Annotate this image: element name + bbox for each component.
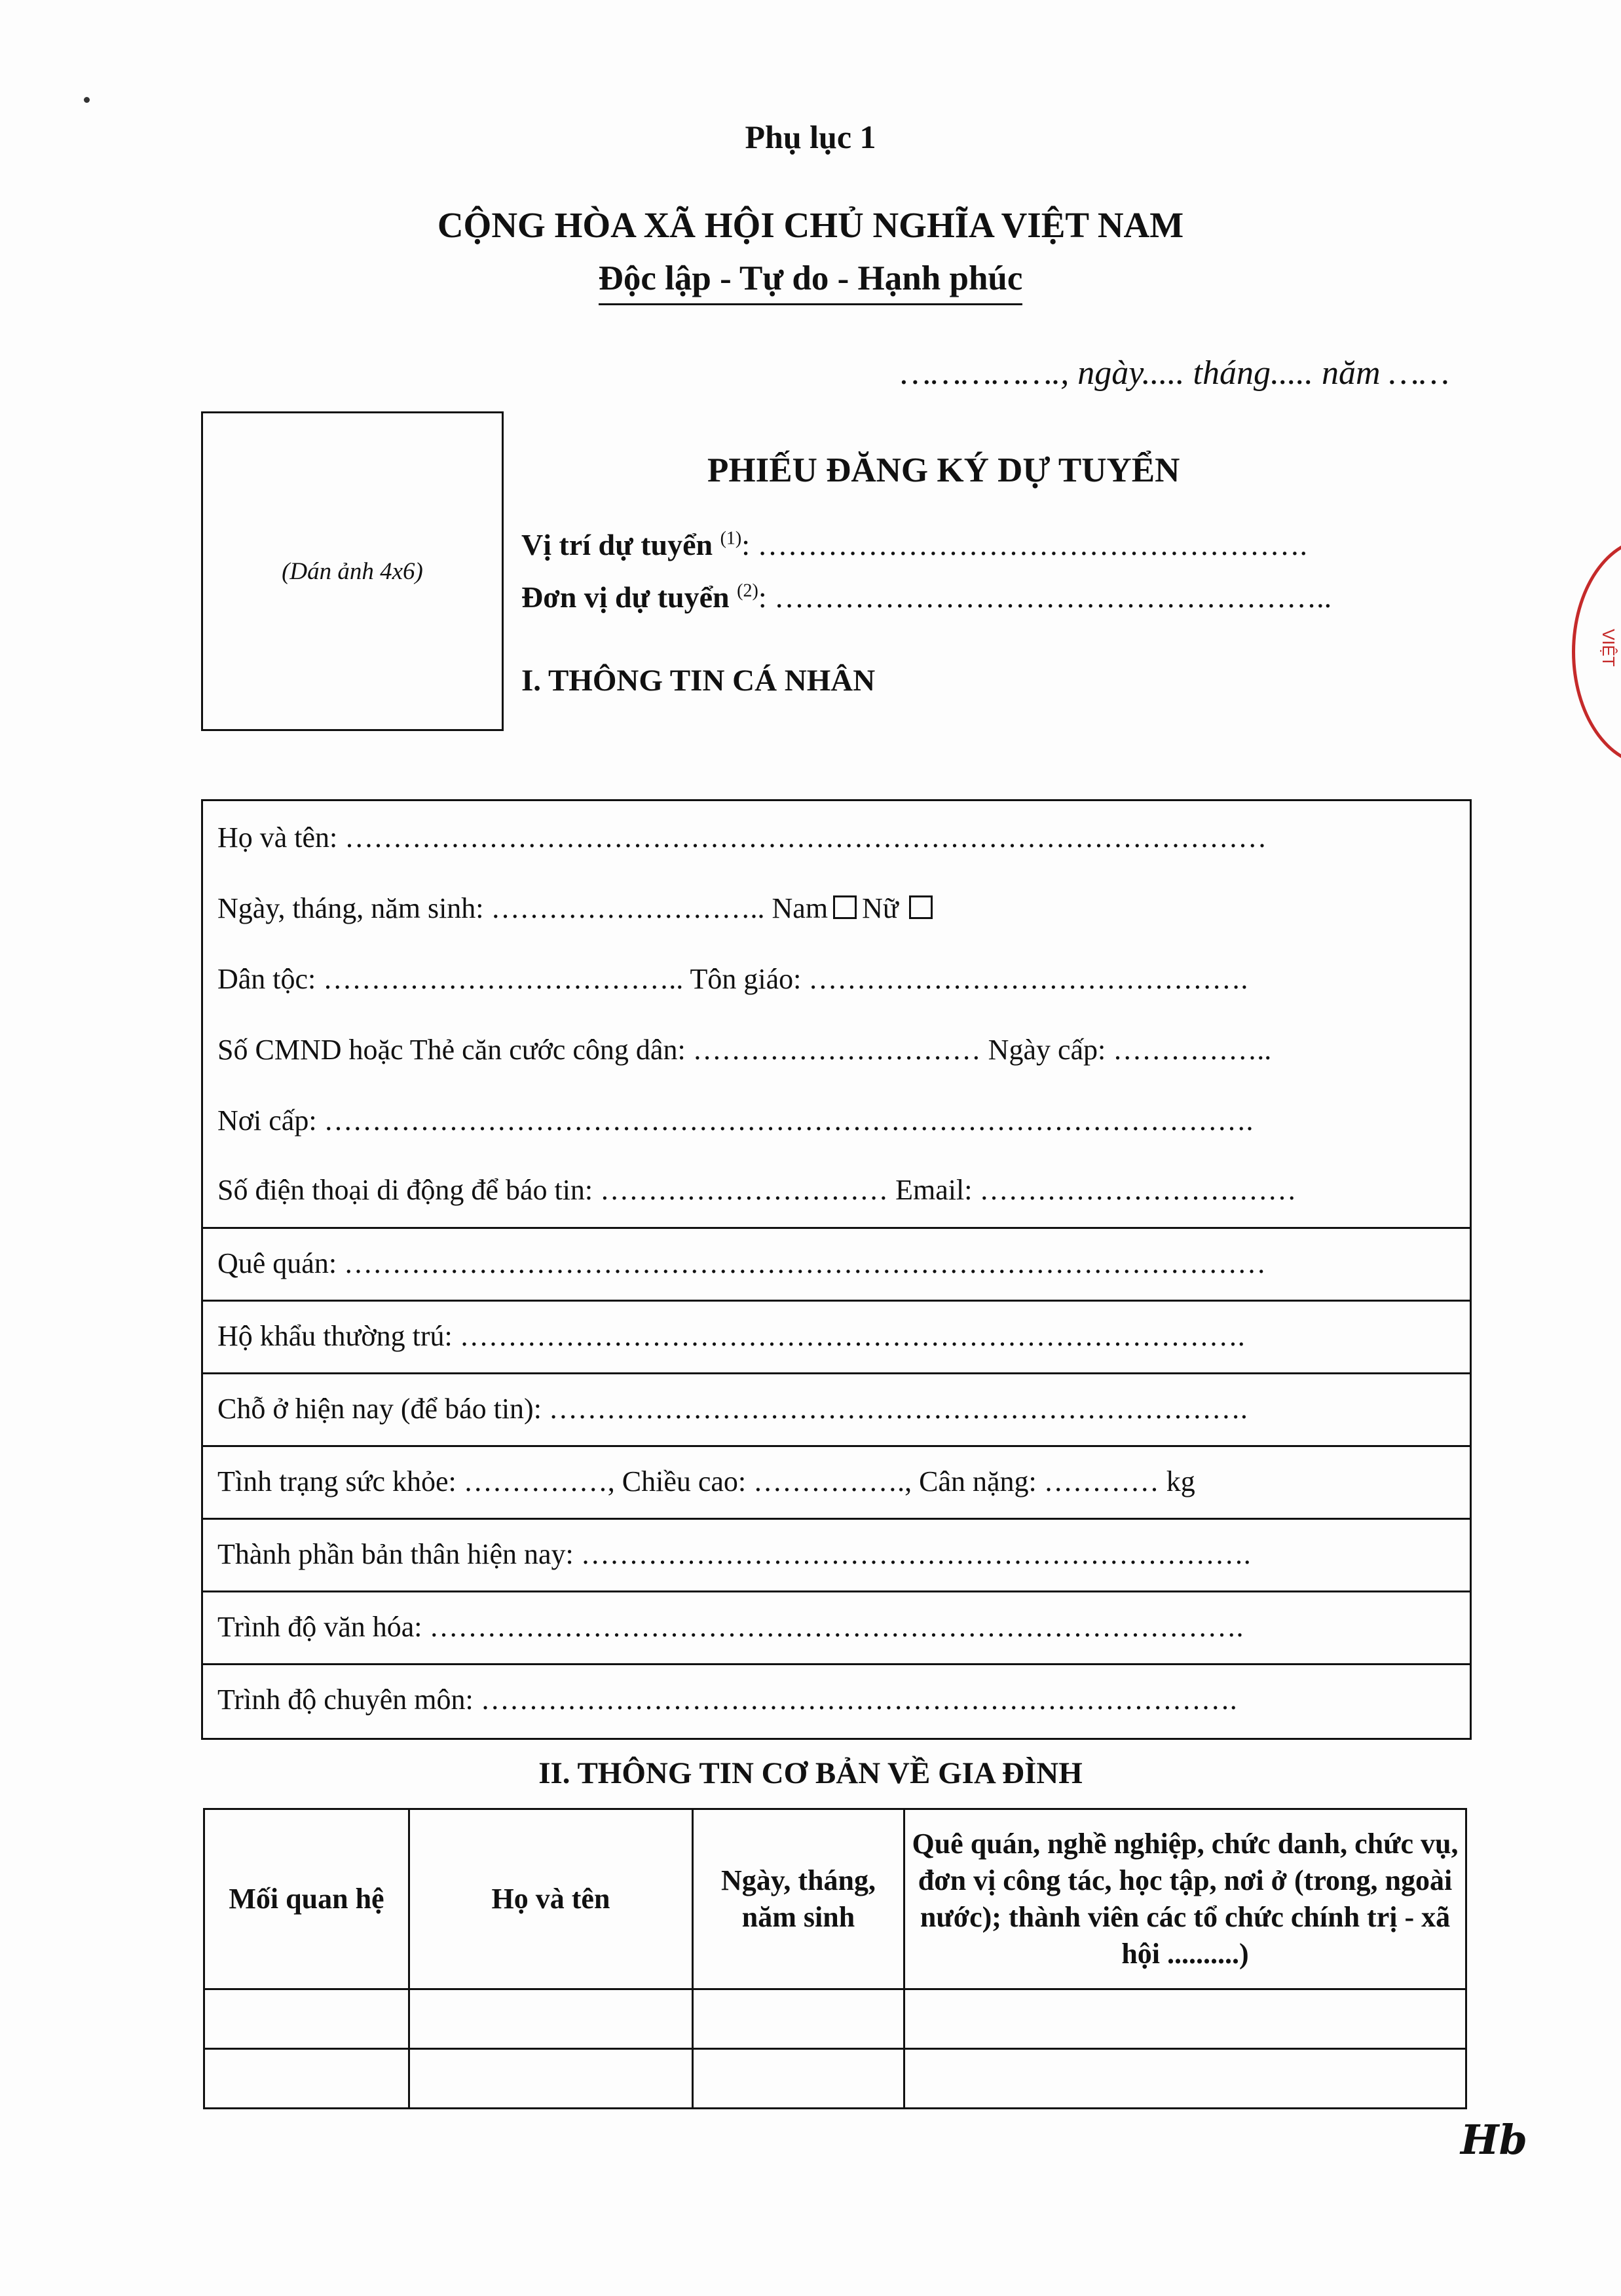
male-checkbox[interactable] bbox=[833, 895, 857, 919]
table-cell[interactable] bbox=[693, 1989, 904, 2049]
health-row: Tình trạng sức khỏe: ……………, Chiều cao: ……………., Cân nặng: ………… kg bbox=[217, 1465, 1195, 1497]
table-cell[interactable] bbox=[409, 1989, 693, 2049]
col-relationship: Mối quan hệ bbox=[204, 1809, 409, 1989]
divider bbox=[203, 1445, 1470, 1447]
family-table bbox=[203, 1808, 1467, 2109]
family-table-header bbox=[204, 1809, 1466, 1989]
appendix-label: Phụ lục 1 bbox=[745, 119, 876, 155]
position-label: Vị trí dự tuyển bbox=[521, 528, 713, 561]
table-cell[interactable] bbox=[904, 1989, 1466, 2049]
education-row: Trình độ văn hóa: …………………………………………………………………………. bbox=[217, 1611, 1244, 1643]
col-details: Quê quán, nghề nghiệp, chức danh, chức vụ, đơn vị công tác, học tập, nơi ở (trong, ngoài nước); thành viên các tổ chức chính trị - xã hội ..........) bbox=[904, 1809, 1466, 1989]
personal-info-box bbox=[201, 799, 1472, 1740]
unit-dots: : ……………………………………………….. bbox=[758, 580, 1332, 614]
motto-wrapper bbox=[0, 259, 1621, 305]
social-status-row: Thành phần bản thân hiện nay: ……………………………………………………………. bbox=[217, 1538, 1251, 1570]
unit-note: (2) bbox=[737, 580, 758, 601]
photo-placeholder bbox=[201, 411, 504, 731]
date-line: ……………., ngày..... tháng..... năm …… bbox=[901, 354, 1449, 392]
dob-row bbox=[203, 892, 1470, 925]
table-cell[interactable] bbox=[204, 2049, 409, 2109]
col-dob: Ngày, tháng, năm sinh bbox=[693, 1809, 904, 1989]
section-personal-title: I. THÔNG TIN CÁ NHÂN bbox=[521, 664, 876, 698]
hometown-row: Quê quán: …………………………………………………………………………………… bbox=[217, 1247, 1267, 1279]
table-cell[interactable] bbox=[409, 2049, 693, 2109]
position-note: (1) bbox=[720, 528, 742, 549]
residence-row: Hộ khẩu thường trú: ………………………………………………………………………. bbox=[217, 1320, 1245, 1352]
fullname-row: Họ và tên: …………………………………………………………………………………… bbox=[217, 821, 1267, 854]
unit-label: Đơn vị dự tuyển bbox=[521, 580, 730, 614]
divider bbox=[203, 1663, 1470, 1665]
dob-text: Ngày, tháng, năm sinh: ……………………….. Nam bbox=[217, 892, 829, 924]
divider bbox=[203, 1300, 1470, 1302]
table-cell[interactable] bbox=[904, 2049, 1466, 2109]
table-cell[interactable] bbox=[693, 2049, 904, 2109]
photo-label: (Dán ảnh 4x6) bbox=[282, 557, 423, 585]
section-family-title: II. THÔNG TIN CƠ BẢN VỀ GIA ĐÌNH bbox=[538, 1756, 1083, 1790]
divider bbox=[203, 1518, 1470, 1520]
female-label: Nữ bbox=[862, 892, 899, 924]
unit-field bbox=[521, 580, 1332, 614]
qualification-row: Trình độ chuyên môn: ……………………………………………………………………. bbox=[217, 1684, 1237, 1716]
ethnicity-row: Dân tộc: ……………………………….. Tôn giáo: ………………………………………. bbox=[217, 963, 1248, 995]
divider bbox=[203, 1590, 1470, 1592]
contact-row: Số điện thoại di động để báo tin: ………………………… Email: …………………………… bbox=[217, 1174, 1297, 1206]
col-fullname: Họ và tên bbox=[409, 1809, 693, 1989]
divider bbox=[203, 1227, 1470, 1229]
scan-speck bbox=[84, 97, 90, 103]
table-row bbox=[204, 2049, 1466, 2109]
id-card-row: Số CMND hoặc Thẻ căn cước công dân: ………………………… Ngày cấp: …………….. bbox=[217, 1034, 1272, 1066]
motto: Độc lập - Tự do - Hạnh phúc bbox=[599, 259, 1023, 305]
stamp-text: VIỆT bbox=[1599, 629, 1618, 667]
table-row bbox=[204, 1989, 1466, 2049]
female-checkbox[interactable] bbox=[909, 895, 933, 919]
table-cell[interactable] bbox=[204, 1989, 409, 2049]
position-dots: : ………………………………………………. bbox=[741, 528, 1308, 561]
form-title: PHIẾU ĐĂNG KÝ DỰ TUYỂN bbox=[707, 451, 1180, 489]
current-address-row: Chỗ ở hiện nay (để báo tin): ………………………………………………………………. bbox=[217, 1393, 1248, 1425]
divider bbox=[203, 1372, 1470, 1374]
issued-by-row: Nơi cấp: ……………………………………………………………………………………. bbox=[217, 1104, 1254, 1137]
position-field bbox=[521, 527, 1307, 562]
nation-title: CỘNG HÒA XÃ HỘI CHỦ NGHĨA VIỆT NAM bbox=[437, 205, 1184, 245]
initials-mark: Hb bbox=[1461, 2116, 1527, 2164]
